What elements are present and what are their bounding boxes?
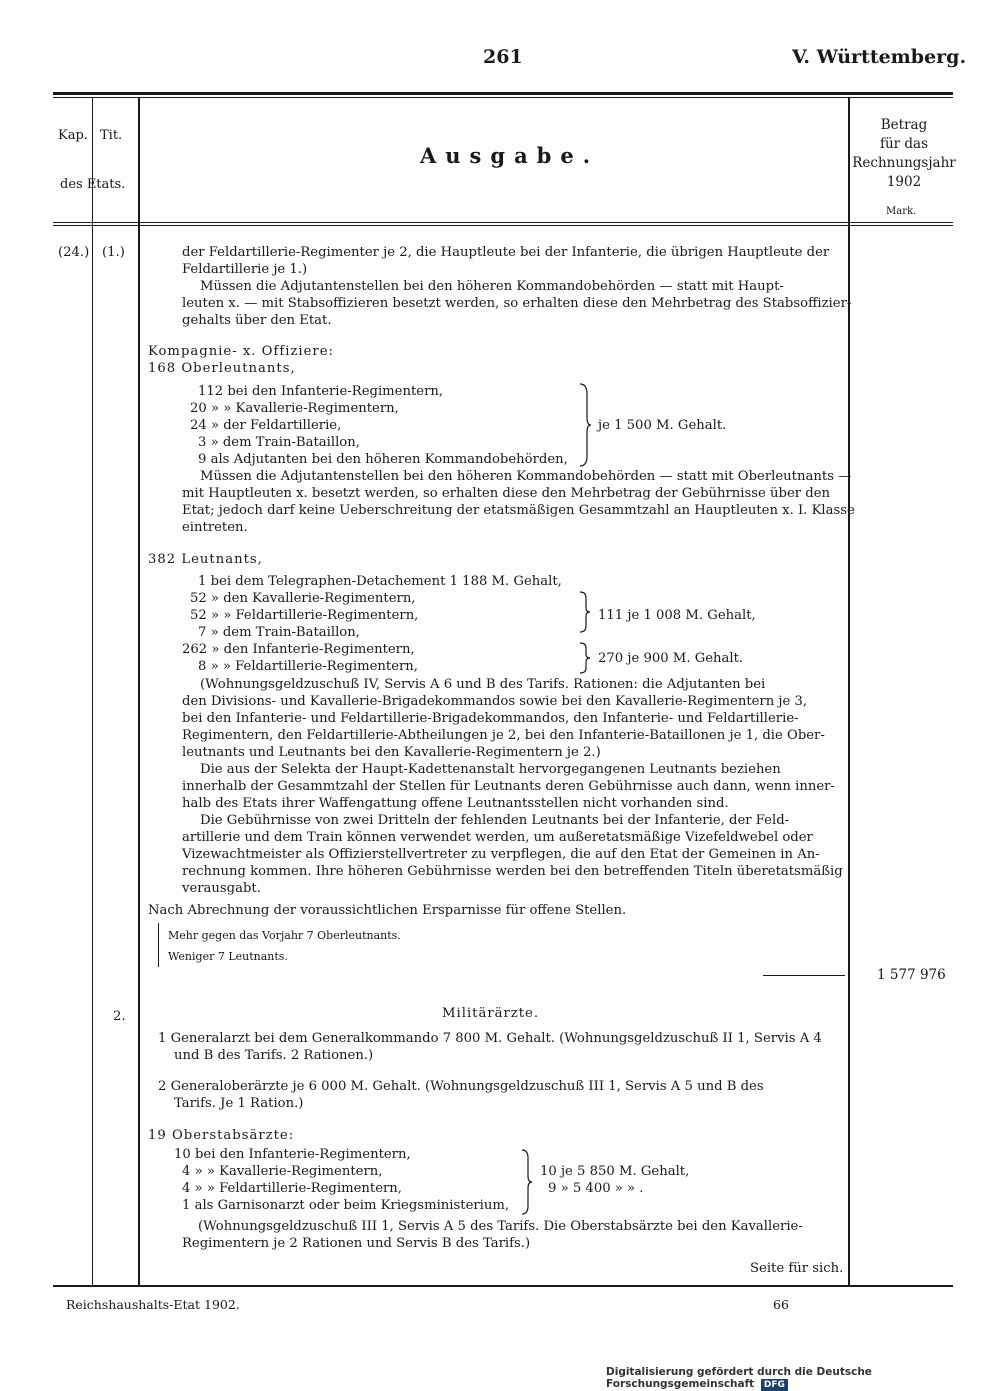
header-rule <box>53 222 953 223</box>
wohnung-note-line: (Wohnungsgeldzuschuß IV, Servis A 6 und B des Tarifs. Rationen: die Adjutanten bei <box>200 677 766 692</box>
gebuehr-note-line: rechnung kommen. Ihre höheren Gebührnisse werden bei den betreffenden Titeln überetatsmäßig <box>182 864 843 879</box>
oberleutnants-note-line: Müssen die Adjutantenstellen bei den höheren Kommandobehörden — statt mit Oberleutnants — <box>200 469 852 484</box>
brace-leutnants-1 <box>578 590 592 634</box>
leutnants-pay-1: 111 je 1 008 M. Gehalt, <box>598 608 756 623</box>
selekta-note-line: halb des Etats ihrer Waffengattung offene Leutnantsstellen nicht vorhanden sind. <box>182 796 729 811</box>
abrechnung-note: Nach Abrechnung der voraussichtlichen Ersparnisse für offene Stellen. <box>148 903 627 918</box>
brace-oberstab <box>520 1148 534 1216</box>
wohnung-note-line: Regimentern, den Feldartillerie-Abtheilungen je 2, bei den Infanterie-Bataillonen je 1, die Ober- <box>182 728 825 743</box>
oberstab-item: 10 bei den Infanterie-Regimentern, <box>174 1147 411 1162</box>
leutnants-item: 7 » dem Train-Bataillon, <box>198 625 360 640</box>
oberleutnants-note-line: Etat; jedoch darf keine Ueberschreitung der etatsmäßigen Gesammtzahl an Hauptleuten x. I. Klasse <box>182 503 855 518</box>
section-title: V. Württemberg. <box>792 46 967 68</box>
unit-label: Mark. <box>886 206 917 217</box>
oberstab-item: 1 als Garnisonarzt oder beim Kriegsministerium, <box>182 1198 510 1213</box>
selekta-note-line: innerhalb der Gesammtzahl der Stellen für Leutnants deren Gebührnisse auch dann, wenn inner- <box>182 779 835 794</box>
leutnants-pay-2: 270 je 900 M. Gehalt. <box>598 651 744 666</box>
oberstab-item: 4 » » Kavallerie-Regimentern, <box>182 1164 383 1179</box>
header-kap: Kap. <box>58 128 88 143</box>
oberleutnants-item: 9 als Adjutanten bei den höheren Kommandobehörden, <box>198 452 568 467</box>
oberstab-heading: 19 Oberstabsärzte: <box>148 1128 295 1143</box>
generalarzt-line: und B des Tarifs. 2 Rationen.) <box>174 1048 374 1063</box>
oberleutnants-pay: je 1 500 M. Gehalt. <box>598 418 727 433</box>
betrag-line: 1902 <box>886 174 922 190</box>
table-title: Ausgabe. <box>420 143 600 168</box>
total-rule <box>763 975 845 976</box>
hauptleute-note-line: leuten x. — mit Stabsoffizieren besetzt werden, so erhalten diese den Mehrbetrag des Stabsoffizier- <box>182 296 852 311</box>
gebuehr-note-line: verausgabt. <box>182 881 261 896</box>
header-tit: Tit. <box>100 128 123 143</box>
weniger-note: Weniger 7 Leutnants. <box>168 950 288 963</box>
bottom-rule <box>53 1285 953 1287</box>
col-divider-betrag <box>848 98 850 1285</box>
top-rule-thin <box>53 97 953 98</box>
gebuehr-note-line: artillerie und dem Train können verwendet werden, um außeretatsmäßige Vizefeldwebel oder <box>182 830 813 845</box>
wohnung-note-line: bei den Infanterie- und Feldartillerie-Brigadekommandos, den Infanterie- und Feldartillerie- <box>182 711 799 726</box>
leutnants-item: 262 » den Infanterie-Regimentern, <box>182 642 415 657</box>
gebuehr-note-line: Vizewachtmeister als Offizierstellvertreter zu verpflegen, die auf den Etat der Gemeinen in An- <box>182 847 820 862</box>
oberleutnants-item: 112 bei den Infanterie-Regimentern, <box>198 384 444 399</box>
continued-note: Seite für sich. <box>750 1261 844 1276</box>
selekta-note-line: Die aus der Selekta der Haupt-Kadettenanstalt hervorgegangenen Leutnants beziehen <box>200 762 781 777</box>
oberstab-note-line: Regimentern je 2 Rationen und Servis B des Tarifs.) <box>182 1236 531 1251</box>
oberleutnants-item: 24 » der Feldartillerie, <box>190 418 342 433</box>
change-bracket <box>158 923 159 967</box>
footer-page: 66 <box>773 1297 789 1312</box>
intro-line: Feldartillerie je 1.) <box>182 262 308 277</box>
wohnung-note-line: leutnants und Leutnants bei den Kavallerie-Regimentern je 2.) <box>182 745 601 760</box>
brace-leutnants-2 <box>578 641 592 675</box>
betrag-line: Betrag <box>880 117 928 133</box>
oberleutnants-item: 3 » dem Train-Bataillon, <box>198 435 360 450</box>
leutnants-item: 8 » » Feldartillerie-Regimentern, <box>198 659 418 674</box>
col-divider-kap <box>92 98 93 1285</box>
row1-tit: (1.) <box>102 245 125 260</box>
row1-total: 1 577 976 <box>877 967 946 983</box>
kompagnie-heading: Kompagnie- x. Offiziere: <box>148 344 334 359</box>
militaeraerzte-heading: Militärärzte. <box>442 1006 540 1021</box>
leutnants-item: 52 » » Feldartillerie-Regimentern, <box>190 608 419 623</box>
hauptleute-note-line: Müssen die Adjutantenstellen bei den höheren Kommandobehörden — statt mit Haupt- <box>200 279 784 294</box>
generaloberaerzte-line: 2 Generaloberärzte je 6 000 M. Gehalt. (Wohnungsgeldzuschuß III 1, Servis A 5 und B des <box>158 1079 764 1094</box>
betrag-line: Rechnungsjahr <box>852 155 956 171</box>
oberstab-item: 4 » » Feldartillerie-Regimentern, <box>182 1181 402 1196</box>
leutnants-heading: 382 Leutnants, <box>148 552 263 567</box>
generalarzt-line: 1 Generalarzt bei dem Generalkommando 7 800 M. Gehalt. (Wohnungsgeldzuschuß II 1, Servis A 4 <box>158 1031 822 1046</box>
oberstab-pay: 9 » 5 400 » » . <box>548 1181 644 1196</box>
oberleutnants-note-line: eintreten. <box>182 520 248 535</box>
leutnants-item: 52 » den Kavallerie-Regimentern, <box>190 591 416 606</box>
wohnung-note-line: den Divisions- und Kavallerie-Brigadekommandos sowie bei den Kavallerie-Regimentern je 3, <box>182 694 808 709</box>
row1-kap: (24.) <box>58 245 90 260</box>
dfg-credit <box>606 1366 1000 1391</box>
leutnants-item: 1 bei dem Telegraphen-Detachement 1 188 M. Gehalt, <box>198 574 562 589</box>
col-divider-tit <box>138 98 140 1285</box>
oberleutnants-heading: 168 Oberleutnants, <box>148 361 296 376</box>
oberstab-pay: 10 je 5 850 M. Gehalt, <box>540 1164 690 1179</box>
oberstab-note-line: (Wohnungsgeldzuschuß III 1, Servis A 5 des Tarifs. Die Oberstabsärzte bei den Kavallerie- <box>198 1219 803 1234</box>
top-rule <box>53 92 953 95</box>
page-number: 261 <box>483 46 523 68</box>
row2-tit: 2. <box>113 1009 126 1024</box>
hauptleute-note-line: gehalts über den Etat. <box>182 313 332 328</box>
oberleutnants-note-line: mit Hauptleuten x. besetzt werden, so erhalten diese den Mehrbetrag der Gebührnisse über den <box>182 486 831 501</box>
betrag-header <box>848 116 960 192</box>
betrag-line: für das <box>879 136 929 152</box>
mehr-note: Mehr gegen das Vorjahr 7 Oberleutnants. <box>168 929 401 942</box>
dfg-logo: DFG <box>761 1379 788 1391</box>
footer-etat: Reichshaushalts-Etat 1902. <box>66 1297 240 1312</box>
header-des-etats: des Etats. <box>60 177 126 192</box>
oberleutnants-item: 20 » » Kavallerie-Regimentern, <box>190 401 399 416</box>
gebuehr-note-line: Die Gebührnisse von zwei Dritteln der fehlenden Leutnants bei der Infanterie, der Feld- <box>200 813 790 828</box>
dfg-credit-text: Digitalisierung gefördert durch die Deutsche Forschungsgemeinschaft <box>606 1366 872 1390</box>
generaloberaerzte-line: Tarifs. Je 1 Ration.) <box>174 1096 304 1111</box>
header-rule-2 <box>53 225 953 226</box>
brace-oberleutnants <box>578 382 592 468</box>
intro-line: der Feldartillerie-Regimenter je 2, die Hauptleute bei der Infanterie, die übrigen Hauptleute der <box>182 245 830 260</box>
